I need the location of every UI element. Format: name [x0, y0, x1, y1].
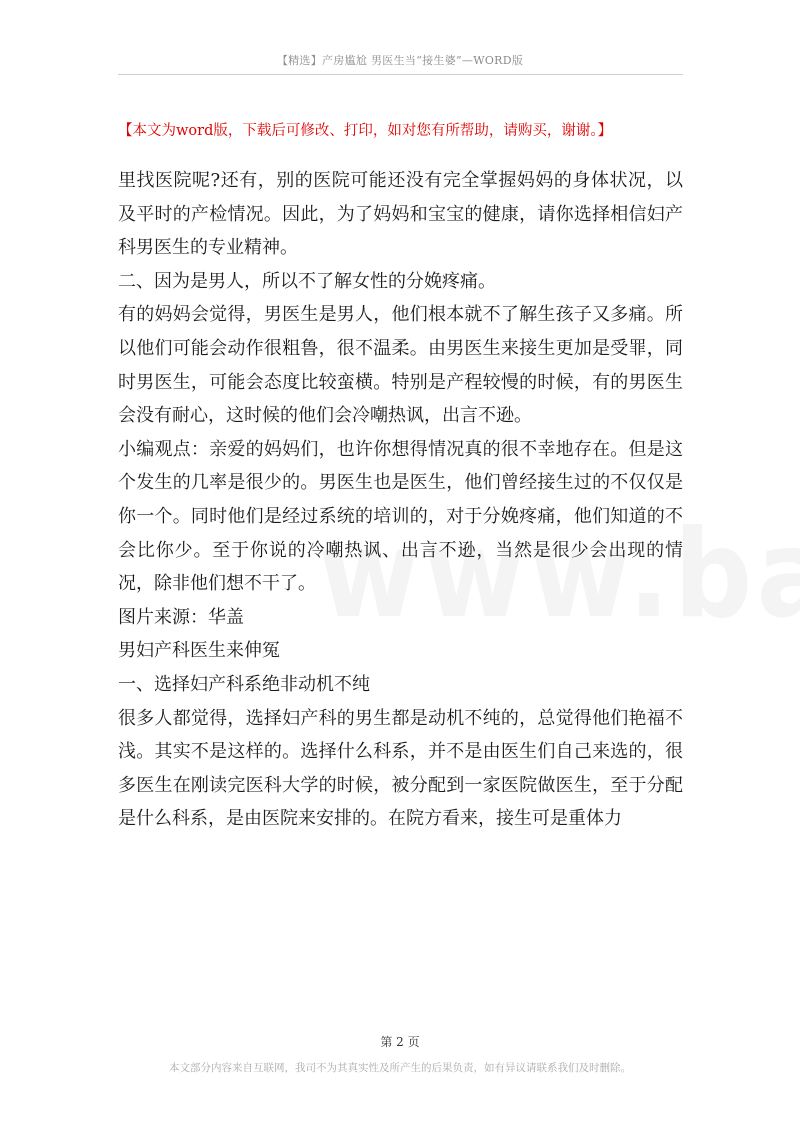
header-divider	[118, 74, 683, 75]
section-heading: 一、选择妇产科系绝非动机不纯	[118, 673, 370, 695]
section-heading: 二、因为是男人，所以不了解女性的分娩疼痛。	[118, 270, 496, 292]
paragraph: 里找医院呢?还有，别的医院可能还没有完全掌握妈妈的身体状况，以及平时的产检情况。因此，为了妈妈和宝宝的健康，请你选择相信妇产科男医生的专业精神。	[118, 170, 683, 259]
paragraph: 小编观点：亲爱的妈妈们，也许你想得情况真的很不幸地存在。但是这个发生的几率是很少的。男医生也是医生，他们曾经接生过的不仅仅是你一个。同时他们是经过系统的培训的，对于分娩疼痛，他们知道的不会比你少。至于你说的冷嘲热讽、出言不逊，当然是很少会出现的情况，除非他们想不干了。	[118, 438, 683, 595]
page-number: 第 2 页	[380, 1035, 420, 1049]
document-body	[118, 164, 683, 836]
paragraph: 很多人都觉得，选择妇产科的男生都是动机不纯的，总觉得他们艳福不浅。其实不是这样的。选择什么科系，并不是由医生们自己来选的，很多医生在刚读完医科大学的时候，被分配到一家医院做医生，至于分配是什么科系，是由医院来安排的。在院方看来，接生可是重体力	[118, 707, 683, 830]
image-source-note: 图片来源：华盖	[118, 606, 244, 628]
download-notice: 【本文为word版，下载后可修改、打印，如对您有所帮助，请购买，谢谢。】	[118, 123, 613, 139]
paragraph: 有的妈妈会觉得，男医生是男人，他们根本就不了解生孩子又多痛。所以他们可能会动作很粗鲁，很不温柔。由男医生来接生更加是受罪，同时男医生，可能会态度比较蛮横。特别是产程较慢的时候，有的男医生会没有耐心，这时候的他们会冷嘲热讽，出言不逊。	[118, 304, 683, 427]
page-footer: 本文部分内容来自互联网，我司不为其真实性及所产生的后果负责，如有异议请联系我们及时删除。	[169, 1062, 631, 1074]
section-heading: 男妇产科医生来伸冤	[118, 640, 280, 662]
page-header: 【精选】产房尴尬 男医生当“接生婆”—WORD版	[276, 54, 524, 67]
